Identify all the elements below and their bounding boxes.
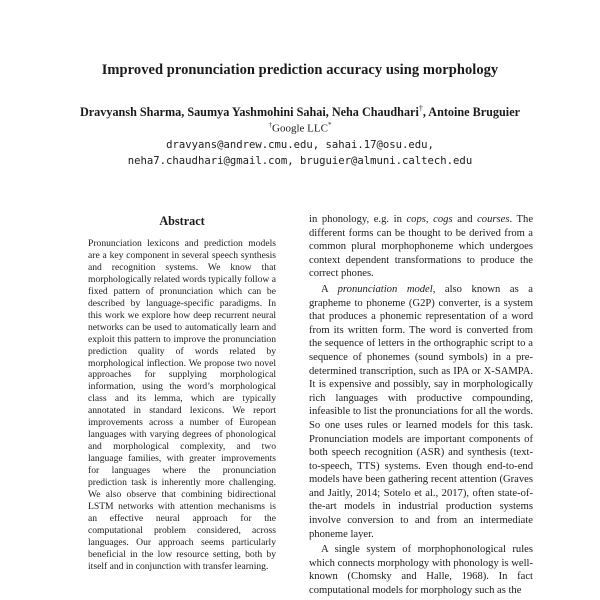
abstract-text: Pronunciation lexicons and prediction models are a key component in several speech synthesis and recognition systems. We know that morphologically related words typically follow a fixed pattern of pronunciation which can be described by language-specific paradigms. In this work we explore how deep recurrent neural networks can be used to automatically learn and exploit this pattern to improve the pronunciation prediction quality of words related by morphological inflection. We propose two novel approaches for supplying morphological information, using the word’s morphological class and its lemma, which are typically annotated in standard lexicons. We report improvements across a number of European languages with varying degrees of phonological and morphological complexity, and two language families, with greater improvements for languages where the pronunciation prediction task is inherently more challenging. We also observe that combining bidirectional LSTM networks with attention mechanisms is an effective neural approach for the computational problem considered, across languages. Our approach seems particularly beneficial in the low resource setting, both by itself and in conjunction with transfer learning. [88,238,276,572]
example-word: cops [406,214,426,225]
author-name: Saumya Yashmohini Sahai, [187,105,329,120]
paper-title: Improved pronunciation prediction accuracy using morphology [101,62,499,78]
body-text: . The different forms can be thought to be derived from a common plural morphophoneme which undergoes context dependent transformations to produce the correct phones. [309,214,534,280]
affiliation [0,121,600,135]
email-line: neha7.chaudhari@gmail.com, bruguier@almuni.caltech.edu [127,155,473,167]
affiliation-suffix: * [327,121,332,129]
body-paragraph [309,213,533,281]
affiliation-mark: † [268,121,273,129]
example-word: courses [477,214,510,225]
body-text: in phonology, e.g. in [309,214,407,225]
affiliation-name: Google LLC [272,122,328,135]
author-emails [0,137,600,169]
author-name: Antoine Bruguier [428,105,521,120]
author-name: Dravyansh Sharma, [79,105,185,120]
defined-term: pronunciation model [337,283,433,295]
body-column [309,213,533,598]
body-text: , [425,214,434,225]
body-text: A [321,283,338,295]
email-line: dravyans@andrew.cmu.edu, sahai.17@osu.edu, [166,139,434,151]
abstract-body [88,238,276,573]
body-text: , also known as a grapheme to phoneme (G2P) converter, is a system that produces a phonemic representation of a word from its written form. The word is converted from the sequence of letters in the orthographic script to a sequence of phonemes (sound symbols) in a pre-determined transcription, such as IPA or X-SAMPA. It is expensive and possibly, say in morphologically rich languages with productive compounding, infeasible to list the pronunciations for all the words. So one uses rules or learned models for this task. Pronunciation models are important components of both speech recognition (ASR) and synthesis (text-to-speech, TTS) systems. Even though end-to-end models have been gathering recent attention (Graves and Jaitly, 2014; Sotelo et al., 2017), often state-of-the-art models in industrial production systems involve conversion to and from an intermediate phoneme layer. [309,283,533,540]
author-name: Neha Chaudhari [331,105,419,120]
body-paragraph [309,283,533,541]
author-list [0,104,600,120]
author-separator: , [422,105,426,120]
author-affiliation-mark: † [418,104,423,113]
body-paragraph: A single system of morphophonological rules which connects morphology with phonology is well-known (Chomsky and Halle, 1968). In fact computational models for morphology such as the [309,544,533,597]
abstract-heading: Abstract [159,214,205,228]
example-word: cogs [433,214,453,225]
body-text: and [452,214,478,225]
